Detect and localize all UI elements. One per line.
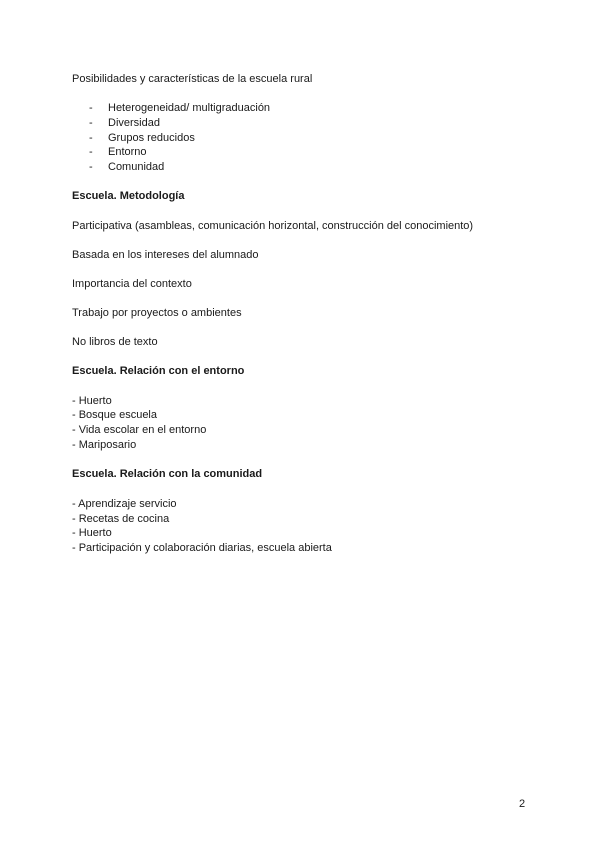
rural-school-heading: Posibilidades y características de la escuela rural [72, 73, 313, 85]
list-item-text: Comunidad [108, 161, 165, 173]
bullet-dash: - [89, 146, 93, 158]
list-item: - Bosque escuela [72, 409, 157, 421]
list-item [89, 101, 270, 115]
list-item: - Huerto [72, 527, 112, 539]
bullet-dash: - [89, 102, 93, 114]
methodology-paragraph: Trabajo por proyectos o ambientes [72, 307, 242, 319]
bullet-dash: - [89, 132, 93, 144]
community-heading: Escuela. Relación con la comunidad [72, 468, 263, 480]
methodology-paragraph: Importancia del contexto [72, 278, 192, 290]
list-item: - Aprendizaje servicio [72, 498, 177, 510]
list-item [89, 131, 195, 145]
methodology-paragraph: No libros de texto [72, 336, 158, 348]
list-item-text: Heterogeneidad/ multigraduación [108, 102, 271, 114]
list-item: - Huerto [72, 395, 112, 407]
bullet-dash: - [89, 161, 93, 173]
list-item [89, 116, 160, 130]
environment-heading: Escuela. Relación con el entorno [72, 365, 245, 377]
list-item: - Participación y colaboración diarias, escuela abierta [72, 542, 332, 554]
list-item-text: Grupos reducidos [108, 132, 195, 144]
list-item [89, 160, 164, 174]
list-item-text: Diversidad [108, 117, 160, 129]
bullet-dash: - [89, 117, 93, 129]
methodology-paragraph: Participativa (asambleas, comunicación horizontal, construcción del conocimiento) [72, 220, 474, 232]
list-item: - Vida escolar en el entorno [72, 424, 207, 436]
list-item-text: Entorno [108, 146, 147, 158]
list-item: - Mariposario [72, 439, 137, 451]
methodology-paragraph: Basada en los intereses del alumnado [72, 249, 259, 261]
list-item: - Recetas de cocina [72, 513, 170, 525]
methodology-heading: Escuela. Metodología [72, 190, 185, 202]
page-number: 2 [519, 798, 526, 810]
list-item [89, 145, 147, 159]
